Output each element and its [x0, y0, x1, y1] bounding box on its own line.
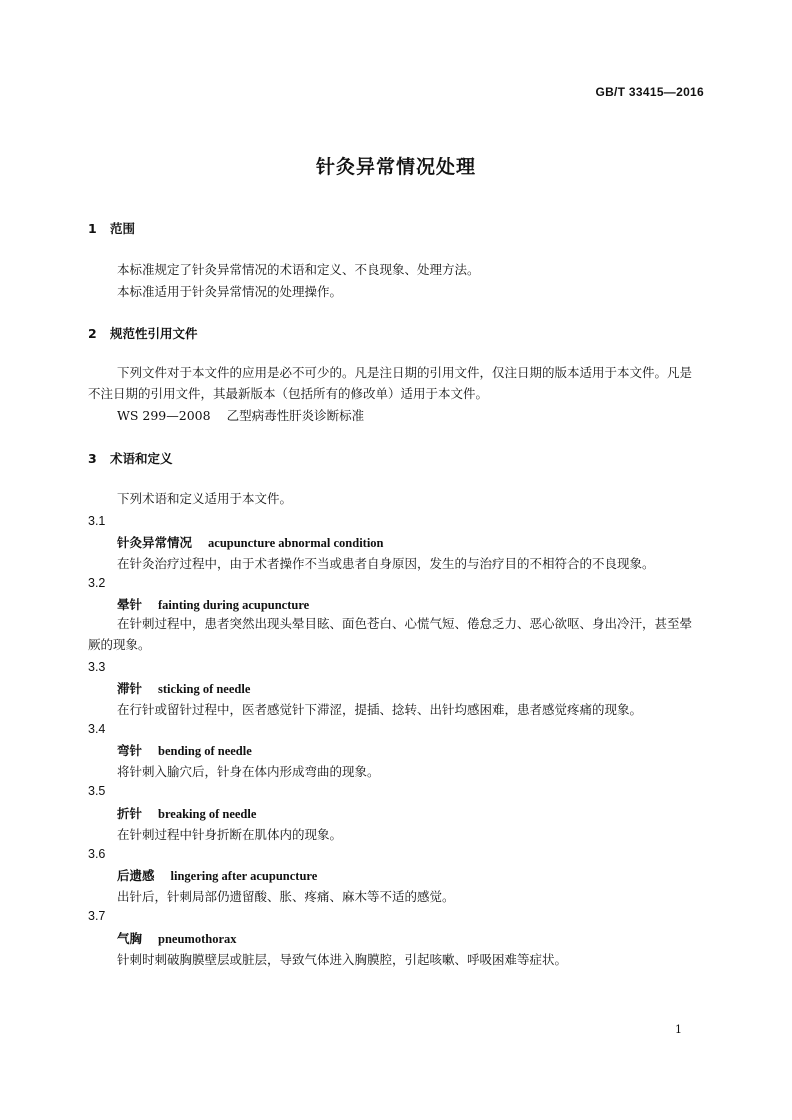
term-number: 3.1 [88, 514, 106, 528]
term-en: sticking of needle [158, 682, 251, 696]
term-zh: 滞针 [117, 681, 143, 696]
term-en: acupuncture abnormal condition [208, 536, 384, 550]
term-en: bending of needle [158, 744, 252, 758]
section-title: 范围 [110, 221, 136, 236]
term-definition: 在行针或留针过程中，医者感觉针下滞涩，提插、捻转、出针均感困难，患者感觉疼痛的现象。 [117, 702, 643, 717]
term-heading [117, 804, 256, 822]
term-definition: 在针刺过程中针身折断在肌体内的现象。 [117, 827, 343, 842]
section-1-paragraph-1: 本标准规定了针灸异常情况的术语和定义、不良现象、处理方法。 [117, 262, 480, 277]
section-number: 2 [88, 326, 97, 341]
term-number: 3.7 [88, 909, 106, 923]
term-definition: 在针灸治疗过程中，由于术者操作不当或患者自身原因，发生的与治疗目的不相符合的不良现象。 [117, 556, 655, 571]
page-number: 1 [675, 1023, 682, 1036]
term-zh: 后遗感 [117, 868, 155, 883]
standard-number: GB/T 33415—2016 [595, 85, 704, 99]
term-heading [117, 741, 252, 759]
section-1-paragraph-2: 本标准适用于针灸异常情况的处理操作。 [117, 284, 343, 299]
section-number: 1 [88, 221, 97, 236]
section-3-heading [88, 449, 173, 467]
term-number: 3.6 [88, 847, 106, 861]
term-heading [117, 533, 384, 551]
term-zh: 晕针 [117, 597, 143, 612]
term-zh: 针灸异常情况 [117, 535, 193, 550]
section-2-heading [88, 324, 198, 342]
section-title: 规范性引用文件 [110, 326, 198, 341]
section-2-paragraph-1: 下列文件对于本文件的应用是必不可少的。凡是注日期的引用文件，仅注日期的版本适用于本文件。凡是不注日期的引用文件，其最新版本（包括所有的修改单）适用于本文件。 [88, 365, 693, 401]
term-definition: 出针后，针刺局部仍遗留酸、胀、疼痛、麻木等不适的感觉。 [117, 889, 455, 904]
section-3-intro: 下列术语和定义适用于本文件。 [117, 491, 293, 506]
term-number: 3.2 [88, 576, 106, 590]
term-zh: 弯针 [117, 743, 143, 758]
term-definition: 针刺时刺破胸膜壁层或脏层，导致气体进入胸膜腔，引起咳嗽、呼吸困难等症状。 [117, 952, 568, 967]
term-definition: 将针刺入腧穴后，针身在体内形成弯曲的现象。 [117, 764, 380, 779]
section-number: 3 [88, 451, 97, 466]
section-title: 术语和定义 [110, 451, 173, 466]
section-1-heading [88, 219, 135, 237]
term-number: 3.5 [88, 784, 106, 798]
term-definition: 在针刺过程中，患者突然出现头晕目眩、面色苍白、心慌气短、倦怠乏力、恶心欲呕、身出冷汗，甚至晕厥的现象。 [88, 616, 693, 652]
reference-title: 乙型病毒性肝炎诊断标准 [226, 408, 365, 423]
term-en: breaking of needle [158, 807, 257, 821]
term-en: lingering after acupuncture [170, 869, 318, 883]
document-title: 针灸异常情况处理 [315, 156, 476, 178]
term-number: 3.4 [88, 722, 106, 736]
normative-reference [117, 405, 364, 426]
term-en: fainting during acupuncture [158, 598, 310, 612]
term-en: pneumothorax [158, 932, 237, 946]
term-heading [117, 866, 317, 884]
term-zh: 气胸 [117, 931, 143, 946]
term-heading [117, 595, 309, 613]
reference-code: WS 299—2008 [117, 408, 211, 423]
term-zh: 折针 [117, 806, 143, 821]
term-heading [117, 679, 250, 697]
term-heading [117, 929, 237, 947]
term-number: 3.3 [88, 660, 106, 674]
